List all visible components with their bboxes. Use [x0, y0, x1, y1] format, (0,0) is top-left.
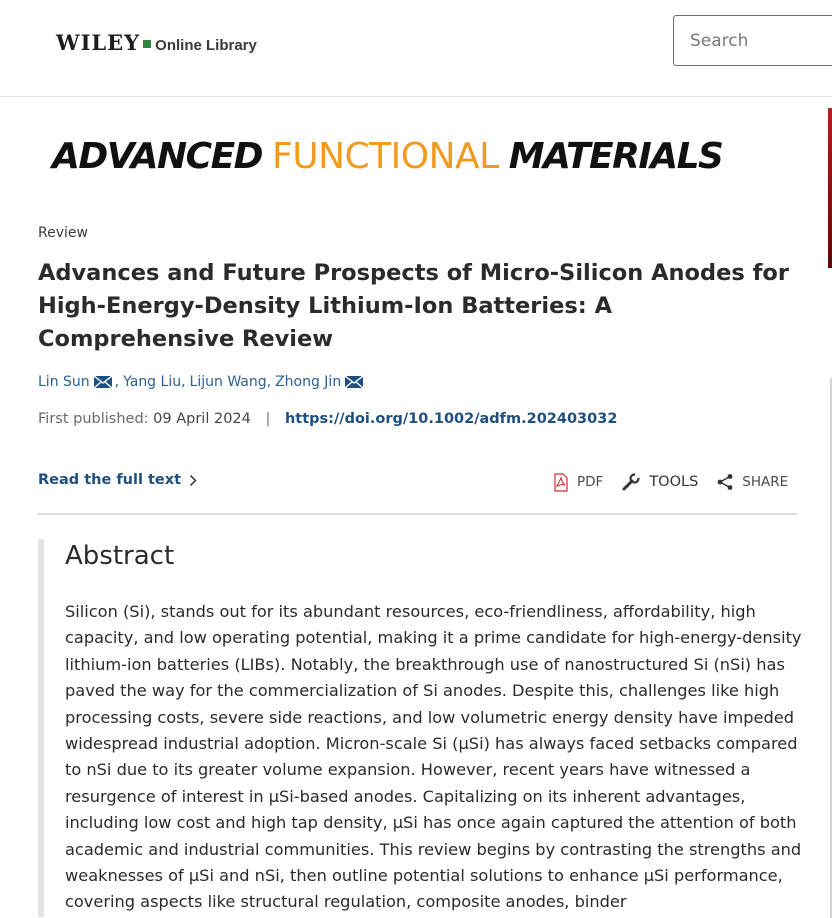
author-link[interactable]: Lin Sun	[38, 374, 90, 390]
chevron-right-icon	[189, 474, 197, 487]
journal-title-banner[interactable]	[52, 136, 722, 177]
author-link[interactable]: Lijun Wang	[189, 374, 267, 390]
share-icon	[716, 473, 734, 491]
publication-date: 09 April 2024	[153, 411, 251, 427]
author-link[interactable]: Yang Liu	[123, 374, 182, 390]
site-header	[0, 0, 832, 97]
author-separator: ,	[266, 374, 272, 390]
read-full-text-link[interactable]	[38, 472, 197, 488]
side-ad-strip	[828, 108, 832, 268]
article-title: Advances and Future Prospects of Micro-Silicon Anodes for High-Energy-Density Lithium-Ion Batteries: A Comprehensive Review	[38, 260, 789, 352]
pdf-icon	[553, 473, 569, 492]
logo-online-library-text: Online Library	[155, 37, 257, 54]
first-published-label: First published:	[38, 411, 149, 427]
logo-dot-icon	[143, 40, 151, 48]
share-button[interactable]	[716, 473, 788, 491]
author-separator: ,	[114, 374, 120, 390]
section-divider	[38, 513, 797, 515]
wrench-icon	[621, 472, 641, 492]
doi-link[interactable]: https://doi.org/10.1002/adfm.202403032	[284, 411, 618, 427]
tools-button[interactable]	[621, 472, 698, 492]
read-full-text-label: Read the full text	[38, 472, 182, 488]
tools-label: TOOLS	[649, 474, 699, 490]
abstract-text: Silicon (Si), stands out for its abundant resources, eco-friendliness, affordability, high capacity, and low operating potential, making it a prime candidate for high-energy-density lithium-ion batteries (LIBs). Notably, the breakthrough use of nanostructured Si (nSi) has paved the way for the commercialization of Si anodes. Despite this, challenges like high processing costs, severe side reactions, and low volumetric energy density have impeded widespread industrial adoption. Micron-scale Si (μSi) has always faced setbacks compared to nSi due to its greater volume expansion. However, recent years have witnessed a resurgence of interest in μSi-based anodes. Capitalizing on its inherent advantages, including low cost and high tap density, μSi has once again captured the attention of both academic and industrial communities. This review begins by contrasting the strengths and weaknesses of μSi and nSi, then outline potential solutions to enhance μSi performance, covering aspects like structural regulation, composite anodes, binder	[65, 602, 802, 912]
journal-word-advanced: ADVANCED	[52, 136, 263, 177]
email-icon[interactable]	[94, 376, 112, 388]
author-link[interactable]: Zhong Jin	[275, 374, 342, 390]
abstract-section	[38, 539, 802, 917]
article-toolbar	[553, 472, 788, 492]
publication-info	[38, 411, 617, 427]
pdf-label: PDF	[577, 474, 604, 490]
journal-word-materials: MATERIALS	[508, 136, 723, 177]
author-list	[38, 374, 366, 390]
share-label: SHARE	[742, 474, 789, 490]
abstract-heading: Abstract	[65, 541, 175, 571]
author-separator: ,	[181, 374, 186, 390]
journal-word-functional: FUNCTIONAL	[272, 136, 499, 177]
pdf-button[interactable]	[553, 473, 603, 492]
article-type-label: Review	[38, 225, 88, 241]
logo-wiley-text: WILEY	[56, 30, 141, 55]
info-separator: |	[265, 411, 271, 427]
email-icon[interactable]	[345, 376, 363, 388]
wiley-online-library-logo[interactable]	[56, 30, 257, 55]
search-input[interactable]	[673, 15, 832, 66]
